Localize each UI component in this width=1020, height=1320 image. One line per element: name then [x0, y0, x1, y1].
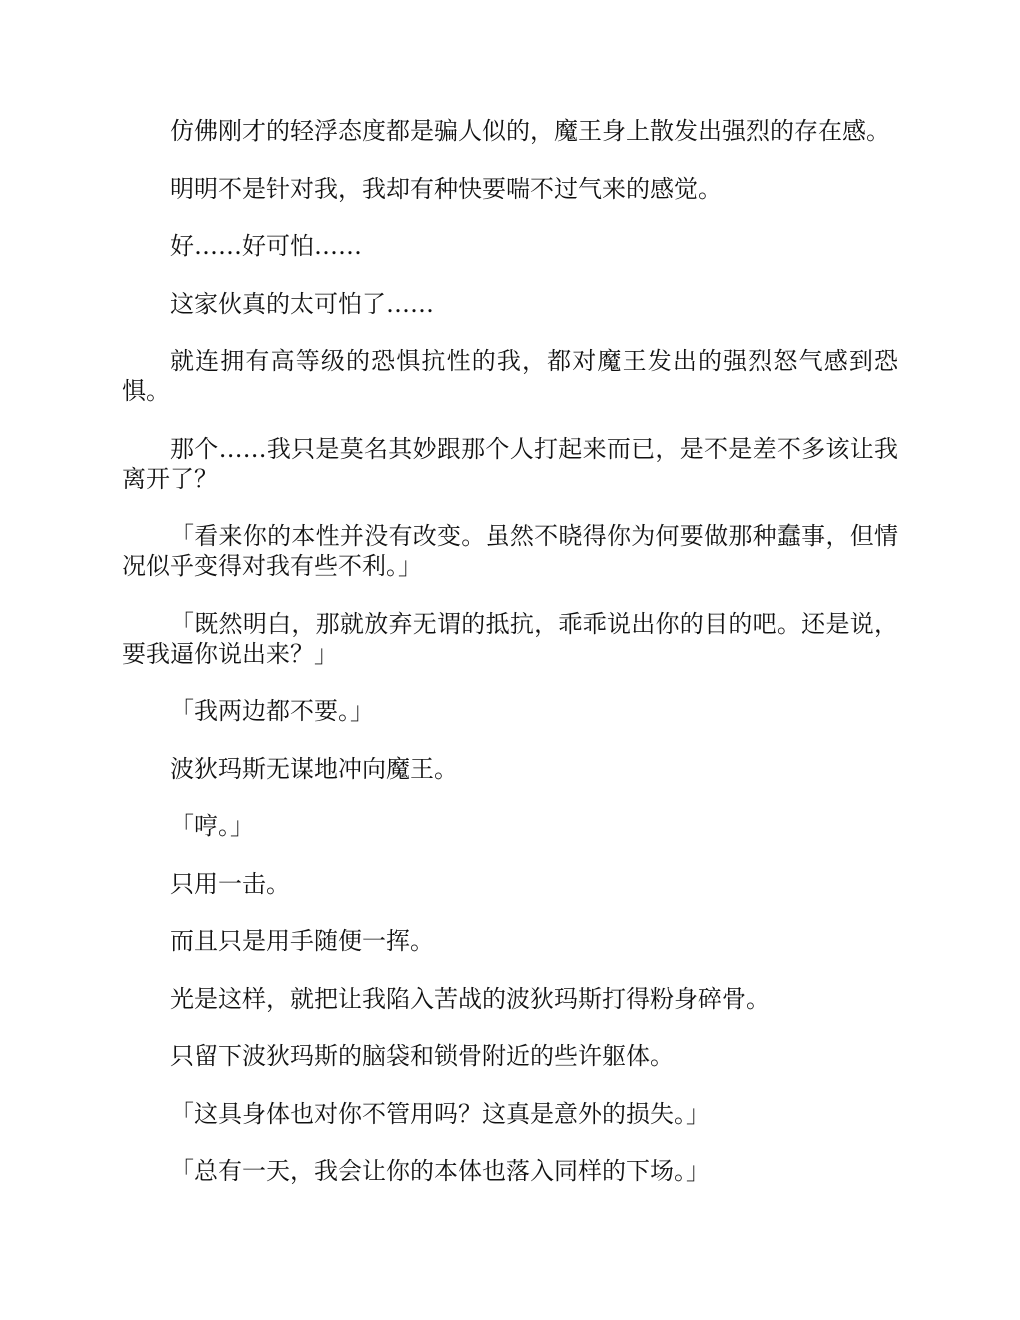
paragraph: 就连拥有高等级的恐惧抗性的我，都对魔王发出的强烈怒气感到恐惧。 [122, 347, 898, 405]
paragraph: 「这具身体也对你不管用吗？这真是意外的损失。」 [170, 1099, 710, 1128]
paragraph: 只留下波狄玛斯的脑袋和锁骨附近的些许躯体。 [170, 1042, 674, 1070]
paragraph: 仿佛刚才的轻浮态度都是骗人似的，魔王身上散发出强烈的存在感。 [170, 117, 890, 145]
paragraph: 「我两边都不要。」 [170, 697, 374, 725]
paragraph: 光是这样，就把让我陷入苦战的波狄玛斯打得粉身碎骨。 [170, 984, 770, 1013]
paragraph: 「总有一天，我会让你的本体也落入同样的下场。」 [170, 1157, 710, 1185]
paragraph: 这家伙真的太可怕了…… [170, 289, 434, 318]
paragraph: 「既然明白，那就放弃无谓的抵抗，乖乖说出你的目的吧。还是说，要我逼你说出来？」 [122, 609, 898, 668]
paragraph: 而且只是用手随便一挥。 [170, 927, 434, 955]
paragraph: 只用一击。 [170, 869, 290, 898]
paragraph: 波狄玛斯无谋地冲向魔王。 [170, 754, 458, 783]
paragraph: 明明不是针对我，我却有种快要喘不过气来的感觉。 [170, 174, 722, 203]
paragraph: 「看来你的本性并没有改变。虽然不晓得你为何要做那种蠢事，但情况似乎变得对我有些不利。」 [122, 522, 898, 580]
paragraph: 那个……我只是莫名其妙跟那个人打起来而已，是不是差不多该让我离开了？ [122, 434, 898, 493]
paragraph: 好……好可怕…… [170, 232, 362, 260]
document-page [122, 116, 898, 1214]
paragraph: 「哼。」 [170, 812, 254, 840]
